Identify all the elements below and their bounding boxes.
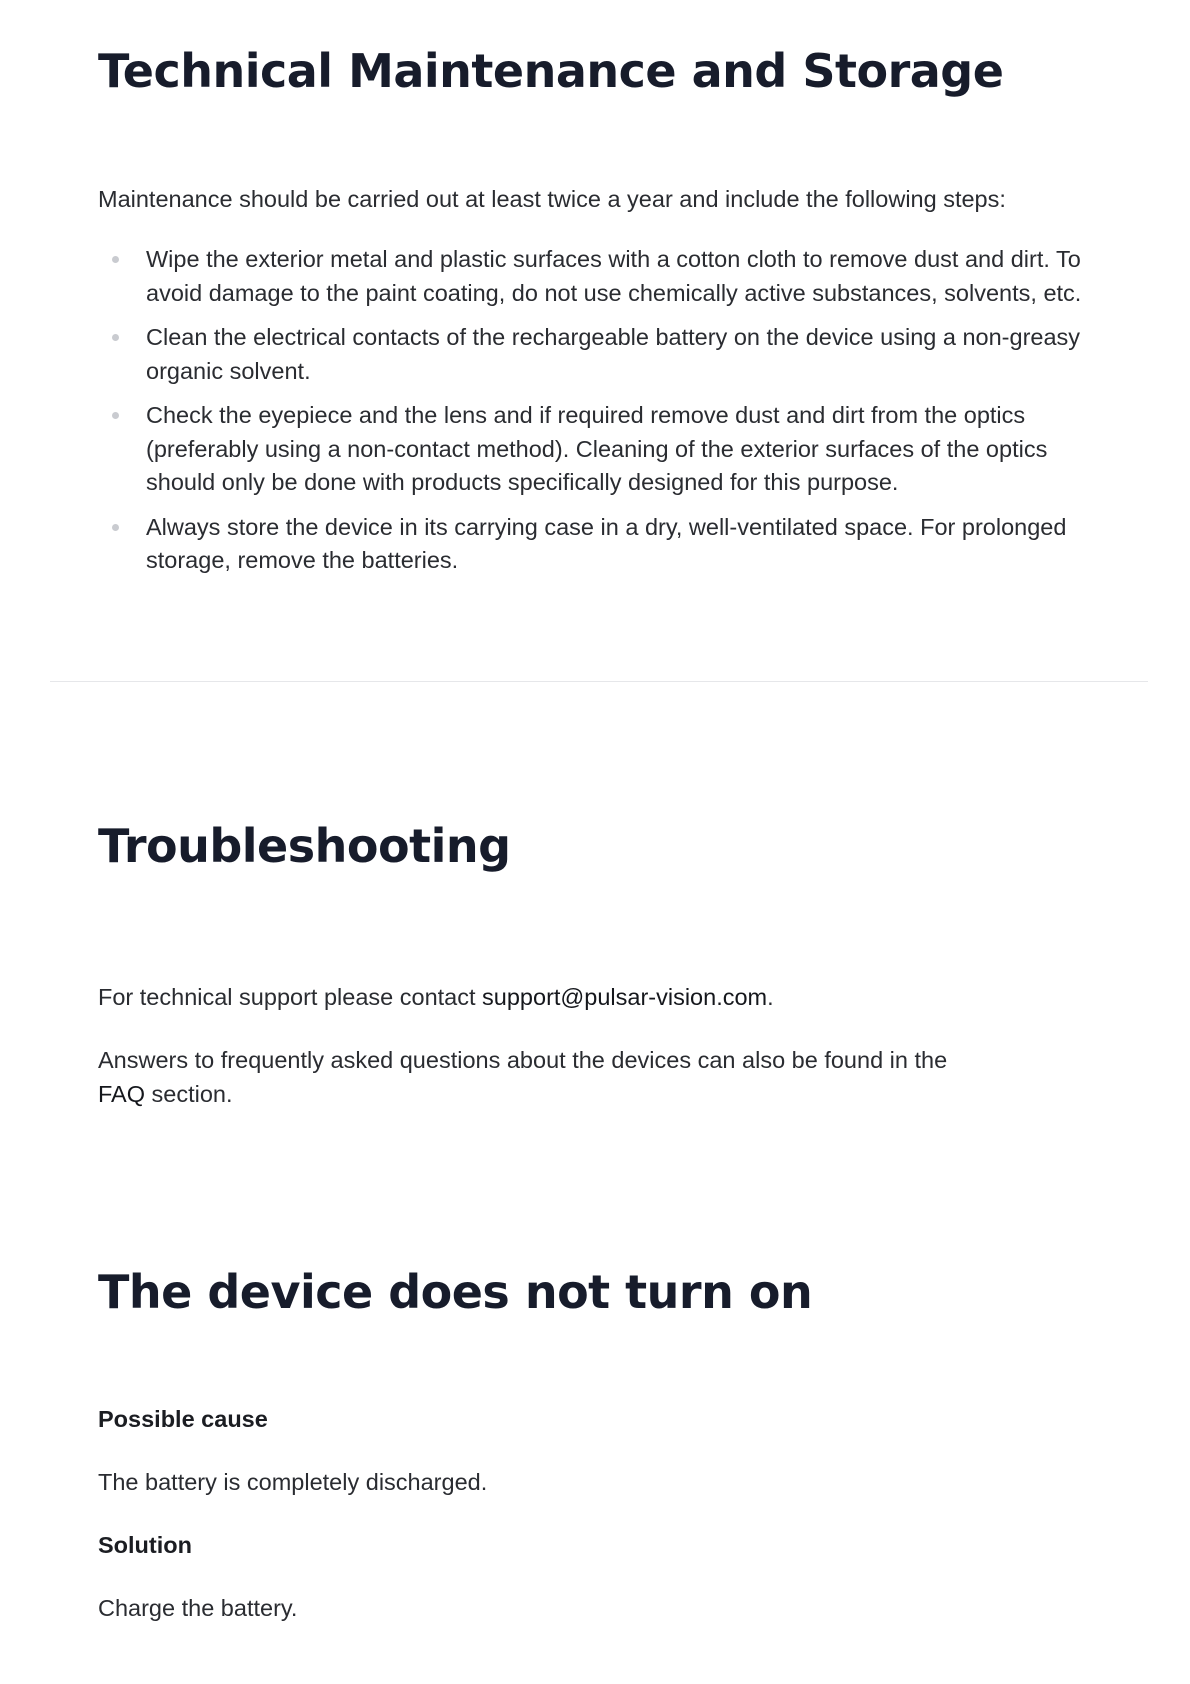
faq-text: Answers to frequently asked questions about the devices can also be found in the: [98, 1047, 948, 1073]
support-paragraph: [98, 981, 1098, 1015]
section-divider: [50, 681, 1148, 682]
support-text: For technical support please contact: [98, 984, 483, 1010]
faq-link[interactable]: FAQ: [98, 1080, 146, 1107]
bullet-icon: [112, 524, 119, 531]
list-item: [98, 321, 1098, 388]
maintenance-steps-list: [98, 243, 1098, 589]
faq-suffix: section.: [145, 1080, 233, 1107]
list-item: [98, 511, 1098, 578]
troubleshooting-title: Troubleshooting: [98, 819, 511, 873]
bullet-icon: [112, 256, 119, 263]
issue-title: The device does not turn on: [98, 1265, 813, 1319]
maintenance-intro: Maintenance should be carried out at least twice a year and include the following steps:: [98, 186, 1006, 212]
step-text: Wipe the exterior metal and plastic surfaces with a cotton cloth to remove dust and dirt. To avoid damage to the paint coating, do not use chemically active substances, solvents, etc.: [146, 246, 1082, 306]
solution-label: Solution: [98, 1532, 192, 1558]
step-text: Always store the device in its carrying case in a dry, well-ventilated space. For prolonged storage, remove the batteries.: [146, 513, 1067, 573]
maintenance-title: Technical Maintenance and Storage: [98, 44, 1004, 98]
bullet-icon: [112, 412, 119, 419]
solution-text: Charge the battery.: [98, 1595, 298, 1621]
support-email-link[interactable]: support@pulsar-vision.com: [482, 984, 768, 1010]
list-item: [98, 243, 1098, 310]
step-text: Check the eyepiece and the lens and if required remove dust and dirt from the optics (preferably using a non-contact method). Cleaning of the exterior surfaces of the optics should only be done with products specifically designed for this purpose.: [146, 402, 1048, 495]
list-item: [98, 399, 1098, 500]
possible-cause-label: Possible cause: [98, 1406, 268, 1432]
possible-cause-text: The battery is completely discharged.: [98, 1469, 488, 1495]
step-text: Clean the electrical contacts of the rechargeable battery on the device using a non-greasy organic solvent.: [146, 324, 1081, 384]
faq-paragraph: [98, 1044, 998, 1111]
bullet-icon: [112, 334, 119, 341]
support-suffix: .: [767, 984, 774, 1010]
